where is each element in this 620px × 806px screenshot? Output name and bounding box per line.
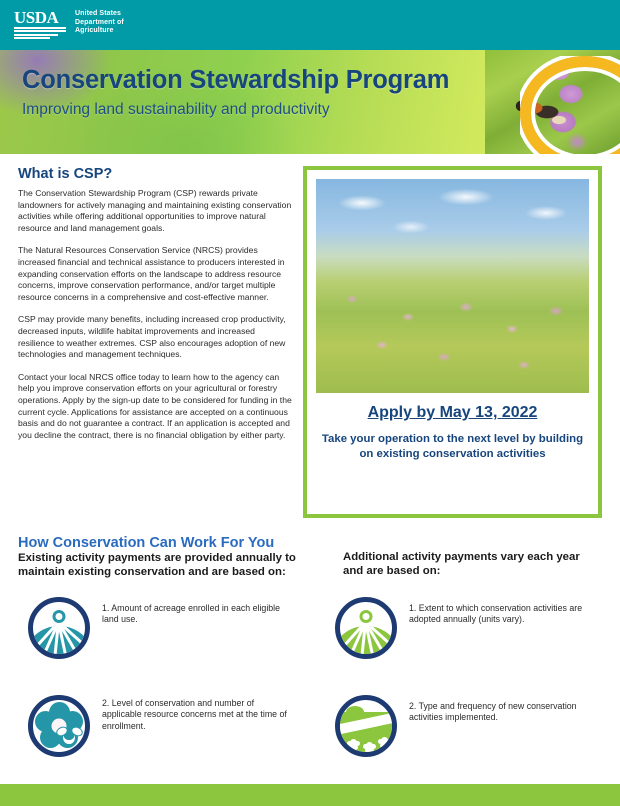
list-item-text: 2. Level of conservation and number of applicable resource concerns met at the time of enrollment.: [102, 698, 287, 731]
main-content: [0, 154, 620, 774]
agency-line-1: United States: [75, 10, 122, 17]
about-paragraph: The Natural Resources Conservation Service (NRCS) provides increased financial and technical assistance to producers interested in expanding conservation efforts on the landscape to address resource concerns, improve conservation performance, and/or target multiple resource concerns in a comprehensive and cost-effective manner.: [18, 245, 285, 302]
about-paragraph: Contact your local NRCS office today to learn how to the agency can help you improve conservation efforts on your agricultural or forestry operations. Apply by the sign-up date to be considered for funding in the current cycle. Applications for assistance are accepted on a continuous basis and do not guarantee a contract. If an application is accepted and you decline the contract, there is no financial obligation by either party.: [18, 371, 292, 440]
title-banner: [0, 50, 620, 154]
list-item-text: 1. Extent to which conservation activities are adopted annually (units vary).: [409, 603, 583, 625]
agency-line-2: Department of: [75, 18, 124, 26]
about-heading: What is CSP?: [18, 166, 113, 182]
list-item-text: 2. Type and frequency of new conservation activities implemented.: [409, 701, 577, 723]
usda-wordmark: USDA: [14, 8, 59, 27]
apply-message: Take your operation to the next level by building on existing conservation activities: [321, 433, 584, 460]
about-paragraph: The Conservation Stewardship Program (CSP) rewards private landowners for actively managing and maintaining existing conservation activities while offering additional opportunities to improve natural resource and land management goals.: [18, 188, 292, 233]
about-csp-section: [18, 166, 293, 452]
how-conservation-section: [18, 535, 602, 731]
page-title: Conservation Stewardship Program: [22, 66, 450, 94]
trees-landscape-icon: [335, 695, 397, 757]
list-item: [335, 597, 605, 659]
footer-bar: [0, 784, 620, 806]
usda-header-bar: [0, 0, 620, 50]
farm-field-sun-icon: [28, 597, 90, 659]
how-heading: How Conservation Can Work For You: [18, 535, 275, 551]
right-column-lead: Additional activity payments vary each year and are based on:: [343, 551, 580, 577]
apply-deadline[interactable]: Apply by May 13, 2022: [367, 404, 538, 421]
usda-logo-lines: [14, 30, 66, 39]
farm-field-sun-icon: [335, 597, 397, 659]
flower-bee-icon: [28, 695, 90, 757]
usda-agency-name: [75, 10, 124, 36]
page-subtitle: Improving land sustainability and productivity: [22, 101, 330, 118]
usda-logo-rule: [14, 27, 66, 29]
left-column-lead: Existing activity payments are provided annually to maintain existing conservation and are based on:: [18, 552, 296, 578]
usda-logo: [14, 9, 66, 39]
meadow-photo: [316, 179, 589, 393]
about-paragraph: CSP may provide many benefits, including increased crop productivity, decreased inputs, wildlife habitat improvements and increased resilience to weather extremes. CSP also encourages adoption of new technologies and management techniques.: [18, 314, 286, 360]
apply-callout-text: [316, 404, 589, 462]
apply-callout-card: [303, 166, 602, 518]
list-item: [28, 597, 298, 659]
list-item-text: 1. Amount of acreage enrolled in each eligible land use.: [102, 603, 281, 625]
agency-line-3: Agriculture: [75, 27, 114, 35]
list-item: [28, 695, 298, 757]
list-item: [335, 695, 605, 757]
